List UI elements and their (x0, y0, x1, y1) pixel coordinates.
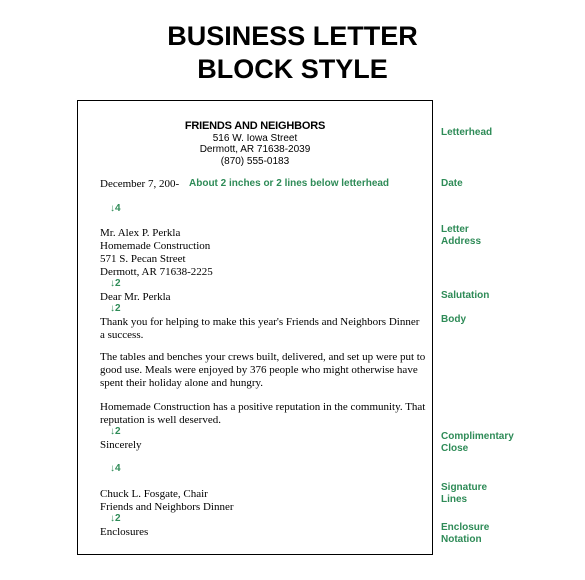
down-arrow-icon: ↓ (110, 513, 115, 524)
letter-sample (77, 100, 433, 555)
letter-date: December 7, 200- (100, 178, 180, 190)
down-arrow-icon: ↓ (110, 203, 115, 214)
body-line: good use. Meals were enjoyed by 376 people who might otherwise have (100, 364, 418, 376)
address-line: 571 S. Pecan Street (100, 253, 186, 265)
label-line: Signature (441, 482, 488, 493)
signature-line: Chuck L. Fosgate, Chair (100, 488, 208, 500)
line-space-marker (110, 513, 121, 525)
line-count: 4 (115, 203, 121, 214)
page-title-line-1: BUSINESS LETTER (167, 21, 418, 51)
line-count: 2 (115, 303, 121, 314)
letterhead-name: FRIENDS AND NEIGHBORS (184, 120, 326, 132)
address-line: Homemade Construction (100, 240, 211, 252)
line-space-marker (110, 203, 121, 215)
label-line: Notation (441, 534, 482, 545)
label-line: Enclosure (441, 522, 490, 533)
letterhead-street: 516 W. Iowa Street (212, 133, 298, 144)
label-line: Complimentary (441, 431, 514, 442)
label-line: Close (441, 443, 469, 454)
line-space-marker (110, 278, 121, 290)
label-signature-lines (441, 482, 487, 506)
label-date: Date (441, 178, 463, 189)
body-line: Homemade Construction has a positive reputation in the community. That (100, 401, 426, 413)
letterhead-city: Dermott, AR 71638-2039 (199, 144, 311, 155)
label-salutation: Salutation (441, 290, 490, 301)
letterhead-phone: (870) 555-0183 (220, 156, 290, 167)
page-title-line-2: BLOCK STYLE (197, 54, 388, 84)
body-line: The tables and benches your crews built, delivered, and set up were put to (100, 351, 426, 363)
down-arrow-icon: ↓ (110, 278, 115, 289)
signature-line: Friends and Neighbors Dinner (100, 501, 234, 513)
date-spacing-note: About 2 inches or 2 lines below letterhead (189, 178, 390, 189)
label-line: Lines (441, 494, 468, 505)
down-arrow-icon: ↓ (110, 303, 115, 314)
line-count: 2 (115, 278, 121, 289)
label-body: Body (441, 314, 466, 325)
complimentary-close: Sincerely (100, 439, 142, 451)
salutation: Dear Mr. Perkla (100, 291, 171, 303)
line-count: 2 (115, 513, 121, 524)
label-line: Letter (441, 224, 469, 235)
label-letterhead: Letterhead (441, 127, 493, 138)
body-line: a success. (100, 329, 144, 341)
label-letter-address (441, 224, 481, 248)
enclosure-notation: Enclosures (100, 526, 149, 538)
line-space-marker (110, 303, 121, 315)
label-enclosure-notation (441, 522, 489, 546)
line-space-marker (110, 463, 121, 475)
body-line: spent their holiday alone and hungry. (100, 377, 264, 389)
down-arrow-icon: ↓ (110, 463, 115, 474)
body-line: Thank you for helping to make this year's Friends and Neighbors Dinner (100, 316, 420, 328)
address-line: Mr. Alex P. Perkla (100, 227, 181, 239)
label-line: Address (441, 236, 482, 247)
label-complimentary-close (441, 431, 514, 455)
down-arrow-icon: ↓ (110, 426, 115, 437)
line-space-marker (110, 426, 121, 438)
address-line: Dermott, AR 71638-2225 (100, 266, 213, 278)
line-count: 2 (115, 426, 121, 437)
line-count: 4 (115, 463, 121, 474)
body-line: reputation is well deserved. (100, 414, 221, 426)
